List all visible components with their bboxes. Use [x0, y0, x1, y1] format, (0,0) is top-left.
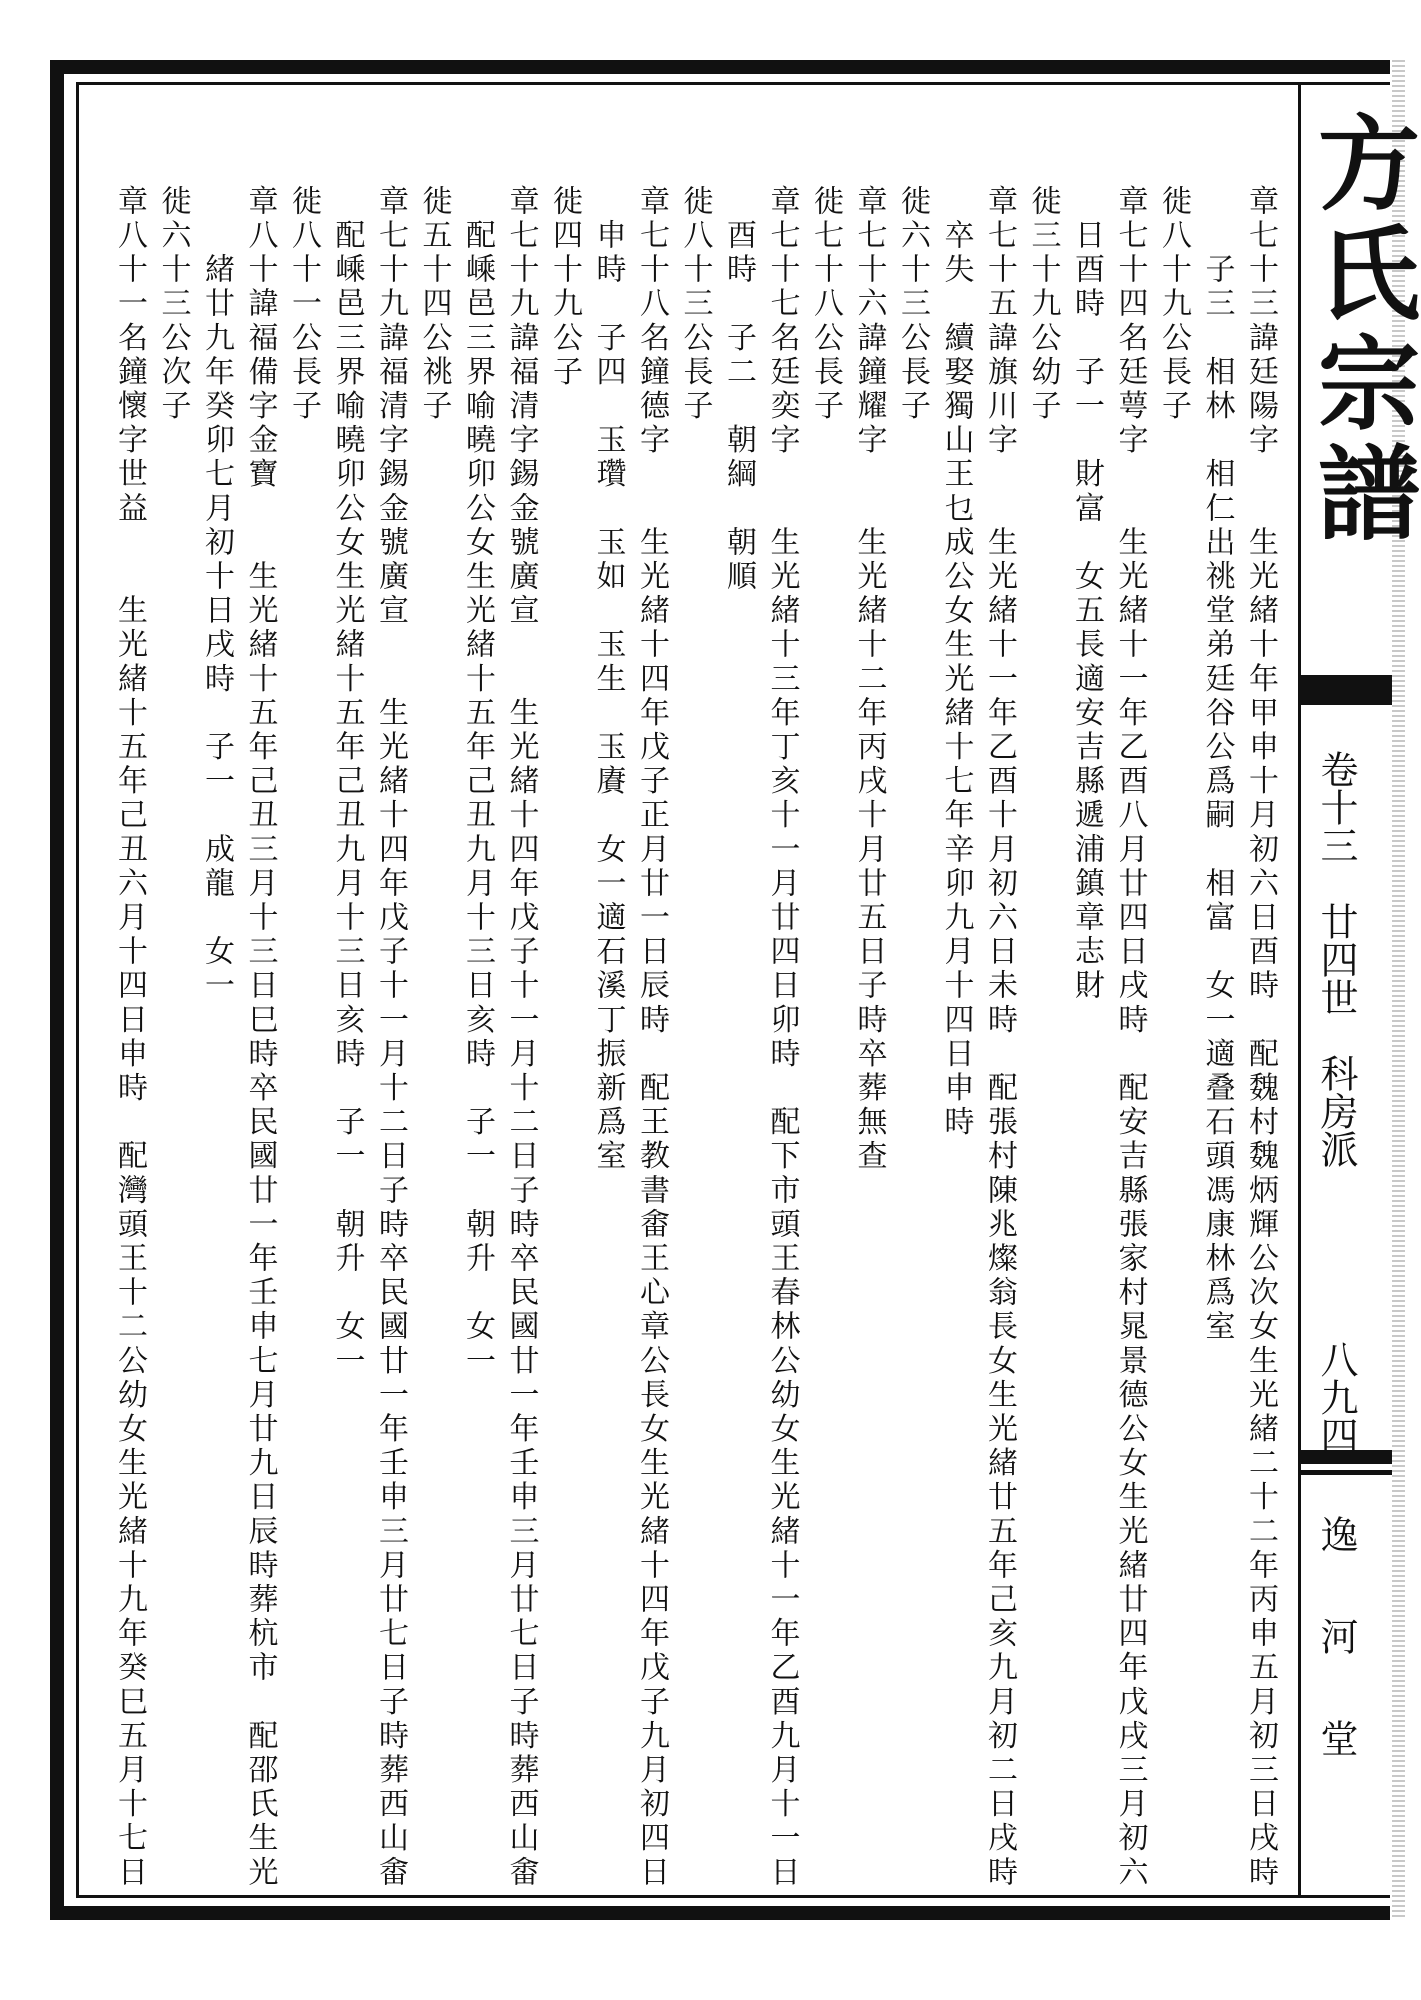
- text-column: 章七十六諱鐘耀字 生光緒十二年丙戌十月廿五日子時卒葬無查: [851, 185, 887, 1174]
- text-column: 徙八十三公長子: [677, 185, 713, 424]
- text-column: 徙六十三公長子: [895, 185, 930, 424]
- text-column: 日酉時 子一 財富 女五長適安吉縣遞浦鎮章志財: [1069, 185, 1104, 1004]
- hall-name: 逸河堂: [1314, 1515, 1358, 1821]
- text-column: 徙三十九公幼子: [1025, 185, 1061, 424]
- text-column: 申時 子四 玉瓚 玉如 玉生 玉賡 女一適石溪丁振新爲室: [590, 185, 626, 1174]
- gutter-bar-mid-thin: [1300, 1470, 1392, 1475]
- text-column: 酉時 子二 朝綱 朝順: [721, 185, 756, 595]
- text-column: 卒失 續娶獨山王乜成公女生光緒十七年辛卯九月十四日申時: [938, 185, 974, 1140]
- text-column: 徙四十九公子: [547, 185, 582, 390]
- text-column: 章七十五諱旗川字 生光緒十一年乙酉十月初六日未時 配張村陳兆燦翁長女生光緒廿五年己亥九月初二日戌時: [982, 185, 1017, 1890]
- text-column: 章八十諱福備字金寶 生光緒十五年己丑三月十三日巳時卒民國廿一年壬申七月廿九日辰時葬杭市 配邵氏生光: [242, 185, 278, 1890]
- text-column: 徙六十三公次子: [155, 185, 191, 424]
- text-column: 章七十四名廷萼字 生光緒十一年乙酉八月廿四日戌時 配安吉縣張家村晁景德公女生光緒廿四年戊戌三月初六: [1112, 185, 1148, 1890]
- text-column: 章七十九諱福清字錫金號廣宣 生光緒十四年戊子十一月十二日子時卒民國廿一年壬申三月廿七日子時葬西山畬: [373, 185, 408, 1890]
- genealogy-title: 方氏宗譜: [1301, 110, 1421, 550]
- text-column: 子三 相林 相仁出祧堂弟廷谷公爲嗣 相富 女一適叠石頭馮康林爲室: [1199, 185, 1235, 1345]
- text-column: 徙八十九公長子: [1156, 185, 1191, 424]
- text-column: 徙八十一公長子: [286, 185, 321, 424]
- text-column: 章八十一名鐘懷字世益 生光緒十五年己丑六月十四日申時 配灣頭王十二公幼女生光緒十九年癸巳五月十七日: [112, 185, 147, 1890]
- text-column: 徙七十八公長子: [808, 185, 843, 424]
- volume-label: 卷十三 廿四世 科房派: [1314, 750, 1358, 1168]
- text-column: 章七十三諱廷陽字 生光緒十年甲申十月初六日酉時 配魏村魏炳輝公次女生光緒二十二年丙申五月初三日戌時: [1243, 185, 1278, 1890]
- page-number: 八九四: [1314, 1340, 1358, 1454]
- gutter-bar-top: [1300, 675, 1392, 705]
- text-column: 配嵊邑三界喻曉卯公女生光緒十五年己丑九月十三日亥時 子一 朝升 女一: [460, 185, 495, 1379]
- text-column: 章七十九諱福清字錫金號廣宣 生光緒十四年戊子十一月十二日子時卒民國廿一年壬申三月廿七日子時葬西山畬: [503, 185, 539, 1890]
- text-column: 章七十八名鐘德字 生光緒十四年戊子正月廿一日辰時 配王教書畬王心章公長女生光緒十四年戊子九月初四日: [634, 185, 669, 1890]
- text-column: 章七十七名廷奕字 生光緒十三年丁亥十一月廿四日卯時 配下市頭王春林公幼女生光緒十一年乙酉九月十一日: [764, 185, 800, 1890]
- text-column: 緒廿九年癸卯七月初十日戌時 子一 成龍 女一: [199, 185, 234, 1004]
- text-column: 配嵊邑三界喻曉卯公女生光緒十五年己丑九月十三日亥時 子一 朝升 女一: [329, 185, 365, 1379]
- text-column: 徙五十四公祧子: [416, 185, 452, 424]
